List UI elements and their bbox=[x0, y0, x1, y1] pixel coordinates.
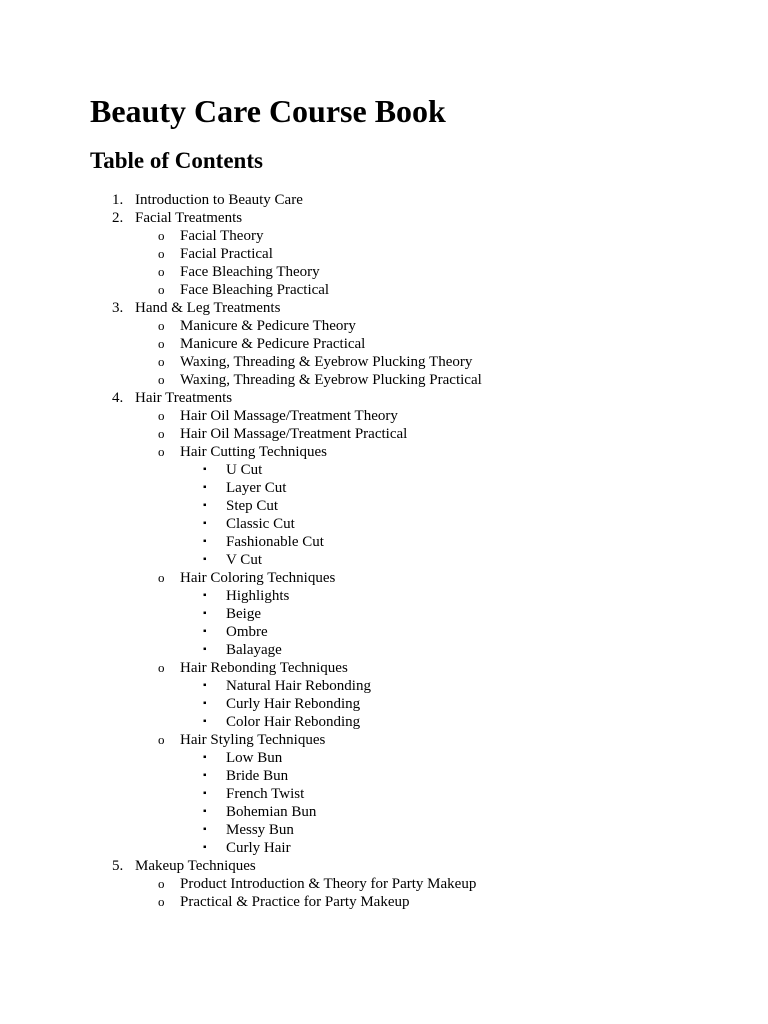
toc-subsection bbox=[90, 659, 730, 677]
toc-subitem bbox=[90, 533, 730, 551]
toc-subitem bbox=[90, 641, 730, 659]
toc-subsection bbox=[90, 245, 730, 263]
list-item-text: Waxing, Threading & Eyebrow Plucking Theory bbox=[180, 354, 473, 370]
toc-subitem bbox=[90, 623, 730, 641]
list-marker: o bbox=[158, 336, 165, 351]
list-marker: o bbox=[158, 876, 165, 891]
list-marker: ▪ bbox=[203, 518, 207, 529]
list-item-text: Classic Cut bbox=[226, 516, 295, 532]
list-marker: ▪ bbox=[203, 788, 207, 799]
list-marker: o bbox=[158, 660, 165, 675]
list-item-text: Hair Treatments bbox=[135, 390, 233, 406]
toc-subitem bbox=[90, 713, 730, 731]
list-item-text: Waxing, Threading & Eyebrow Plucking Practical bbox=[180, 372, 482, 388]
list-marker: o bbox=[158, 354, 165, 369]
list-marker: ▪ bbox=[203, 644, 207, 655]
list-item-text: Bohemian Bun bbox=[226, 804, 317, 820]
toc-subitem bbox=[90, 677, 730, 695]
list-marker: o bbox=[158, 264, 165, 279]
list-item-text: Color Hair Rebonding bbox=[226, 714, 361, 730]
list-item-text: Bride Bun bbox=[226, 768, 289, 784]
list-item-text: Manicure & Pedicure Practical bbox=[180, 336, 366, 352]
list-item-text: Hair Rebonding Techniques bbox=[180, 660, 348, 676]
list-item-text: Hair Oil Massage/Treatment Practical bbox=[180, 426, 408, 442]
document-title: Beauty Care Course Book bbox=[90, 93, 446, 129]
list-item-text: Curly Hair bbox=[226, 840, 291, 856]
list-item-text: U Cut bbox=[226, 462, 263, 478]
list-marker: ▪ bbox=[203, 500, 207, 511]
toc-subsection bbox=[90, 353, 730, 371]
toc-heading: Table of Contents bbox=[90, 148, 263, 173]
list-marker: 4. bbox=[112, 390, 124, 406]
list-marker: ▪ bbox=[203, 608, 207, 619]
list-item-text: Facial Treatments bbox=[135, 210, 243, 226]
list-marker: o bbox=[158, 282, 165, 297]
list-item-text: Face Bleaching Theory bbox=[180, 264, 320, 280]
list-marker: o bbox=[158, 444, 165, 459]
list-marker: ▪ bbox=[203, 680, 207, 691]
toc-subsection bbox=[90, 371, 730, 389]
list-item-text: Practical & Practice for Party Makeup bbox=[180, 894, 410, 910]
list-item-text: Beige bbox=[226, 606, 261, 622]
list-marker: ▪ bbox=[203, 806, 207, 817]
list-item-text: French Twist bbox=[226, 786, 305, 802]
list-marker: ▪ bbox=[203, 770, 207, 781]
toc-subitem bbox=[90, 839, 730, 857]
toc-subsection bbox=[90, 425, 730, 443]
list-item-text: Product Introduction & Theory for Party Makeup bbox=[180, 876, 477, 892]
toc-subitem bbox=[90, 749, 730, 767]
toc-subitem bbox=[90, 605, 730, 623]
toc-subsection bbox=[90, 227, 730, 245]
toc-subsection bbox=[90, 731, 730, 749]
list-marker: ▪ bbox=[203, 590, 207, 601]
toc-subitem bbox=[90, 803, 730, 821]
list-marker: o bbox=[158, 894, 165, 909]
list-item-text: Balayage bbox=[226, 642, 282, 658]
toc-subsection bbox=[90, 407, 730, 425]
toc-section bbox=[90, 389, 730, 407]
list-item-text: Layer Cut bbox=[226, 480, 287, 496]
list-marker: o bbox=[158, 318, 165, 333]
toc-subsection bbox=[90, 335, 730, 353]
toc-subitem bbox=[90, 479, 730, 497]
toc-subitem bbox=[90, 551, 730, 569]
list-marker: ▪ bbox=[203, 698, 207, 709]
list-item-text: Hair Oil Massage/Treatment Theory bbox=[180, 408, 398, 424]
list-marker: ▪ bbox=[203, 536, 207, 547]
list-marker: ▪ bbox=[203, 626, 207, 637]
list-item-text: Highlights bbox=[226, 588, 290, 604]
list-item-text: Ombre bbox=[226, 624, 268, 640]
list-marker: ▪ bbox=[203, 482, 207, 493]
toc-section bbox=[90, 299, 730, 317]
toc-subsection bbox=[90, 317, 730, 335]
toc-subsection bbox=[90, 281, 730, 299]
list-item-text: Low Bun bbox=[226, 750, 283, 766]
list-marker: ▪ bbox=[203, 554, 207, 565]
list-item-text: Natural Hair Rebonding bbox=[226, 678, 371, 694]
toc-subitem bbox=[90, 821, 730, 839]
list-marker: o bbox=[158, 426, 165, 441]
list-marker: o bbox=[158, 228, 165, 243]
list-item-text: Step Cut bbox=[226, 498, 279, 514]
list-marker: o bbox=[158, 570, 165, 585]
toc-subitem bbox=[90, 497, 730, 515]
toc-subitem bbox=[90, 767, 730, 785]
list-marker: o bbox=[158, 732, 165, 747]
list-marker: o bbox=[158, 408, 165, 423]
toc-subitem bbox=[90, 587, 730, 605]
list-item-text: Hair Cutting Techniques bbox=[180, 444, 327, 460]
toc-subitem bbox=[90, 695, 730, 713]
list-item-text: Facial Theory bbox=[180, 228, 264, 244]
toc-subsection bbox=[90, 569, 730, 587]
list-marker: 1. bbox=[112, 192, 124, 208]
list-item-text: Hair Styling Techniques bbox=[180, 732, 326, 748]
toc-section bbox=[90, 191, 730, 209]
list-item-text: Facial Practical bbox=[180, 246, 273, 262]
toc-section bbox=[90, 857, 730, 875]
list-marker: ▪ bbox=[203, 464, 207, 475]
list-marker: ▪ bbox=[203, 752, 207, 763]
list-item-text: Fashionable Cut bbox=[226, 534, 324, 550]
list-item-text: Curly Hair Rebonding bbox=[226, 696, 361, 712]
toc-subsection bbox=[90, 443, 730, 461]
list-item-text: V Cut bbox=[226, 552, 262, 568]
toc-subsection bbox=[90, 263, 730, 281]
table-of-contents bbox=[90, 191, 730, 911]
list-item-text: Makeup Techniques bbox=[135, 858, 256, 874]
list-marker: o bbox=[158, 372, 165, 387]
list-item-text: Introduction to Beauty Care bbox=[135, 192, 303, 208]
toc-section bbox=[90, 209, 730, 227]
list-marker: ▪ bbox=[203, 716, 207, 727]
toc-subsection bbox=[90, 875, 730, 893]
list-marker: o bbox=[158, 246, 165, 261]
list-marker: 5. bbox=[112, 858, 124, 874]
list-marker: ▪ bbox=[203, 842, 207, 853]
toc-subitem bbox=[90, 461, 730, 479]
list-marker: ▪ bbox=[203, 824, 207, 835]
toc-subsection bbox=[90, 893, 730, 911]
list-marker: 3. bbox=[112, 300, 124, 316]
list-item-text: Messy Bun bbox=[226, 822, 294, 838]
list-item-text: Hand & Leg Treatments bbox=[135, 300, 281, 316]
list-item-text: Face Bleaching Practical bbox=[180, 282, 330, 298]
toc-subitem bbox=[90, 785, 730, 803]
list-item-text: Manicure & Pedicure Theory bbox=[180, 318, 356, 334]
list-item-text: Hair Coloring Techniques bbox=[180, 570, 336, 586]
toc-subitem bbox=[90, 515, 730, 533]
list-marker: 2. bbox=[112, 210, 124, 226]
